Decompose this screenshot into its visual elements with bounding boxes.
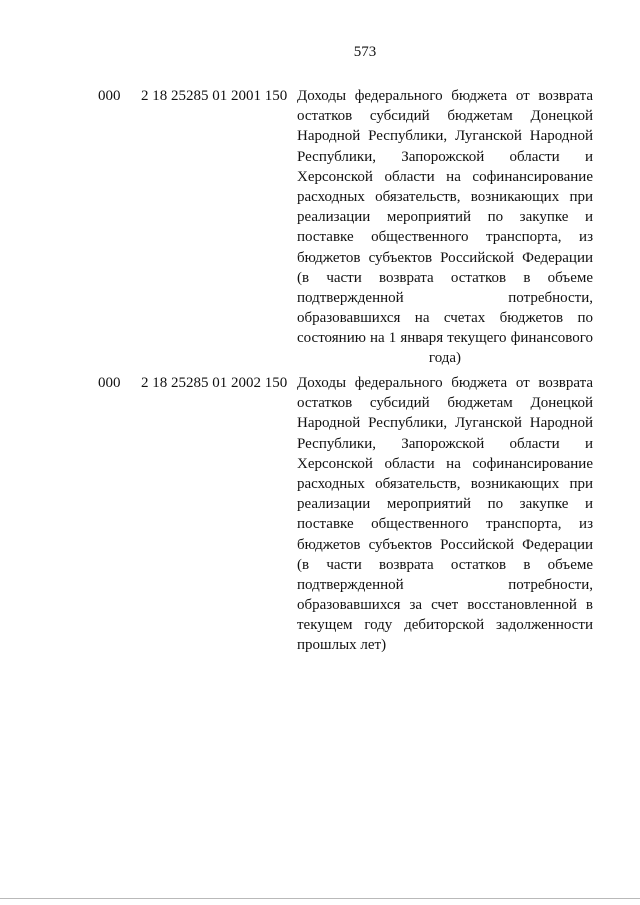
budget-classification-code: 2 18 25285 01 2001 150 — [141, 88, 288, 104]
description-line: бюджетов субъектов Российской Федерации — [297, 249, 593, 266]
description-line: Республики, Запорожской области и — [297, 435, 593, 452]
description-line: прошлых лет) — [297, 637, 387, 654]
description-line: Доходы федерального бюджета от возврата — [297, 375, 593, 391]
description-line: бюджетов субъектов Российской Федерации — [297, 536, 593, 553]
description-line: года) — [428, 350, 462, 367]
description-line: реализации мероприятий по закупке и — [297, 209, 593, 226]
description-line: (в части возврата остатков в объеме — [297, 556, 593, 573]
description-line: Херсонской области на софинансирование — [297, 455, 593, 472]
admin-code: 000 — [98, 375, 121, 391]
description-line: Народной Республики, Луганской Народной — [297, 128, 593, 145]
description-line: текущем году дебиторской задолженности — [297, 617, 593, 634]
description-line: Херсонской области на софинансирование — [297, 168, 593, 185]
page-number: 573 — [353, 44, 377, 60]
entry-description — [297, 373, 593, 656]
description-line: Народной Республики, Луганской Народной — [297, 415, 593, 432]
description-line: подтвержденной потребности, — [297, 576, 593, 593]
description-line: образовавшихся на счетах бюджетов по — [297, 310, 593, 327]
description-line: образовавшихся за счет восстановленной в — [297, 597, 593, 614]
description-line: остатков субсидий бюджетам Донецкой — [297, 395, 593, 412]
description-line: Доходы федерального бюджета от возврата — [297, 88, 593, 104]
description-line: реализации мероприятий по закупке и — [297, 496, 593, 513]
budget-classification-code: 2 18 25285 01 2002 150 — [141, 375, 288, 391]
description-line: расходных обязательств, возникающих при — [297, 475, 593, 492]
description-line: расходных обязательств, возникающих при — [297, 188, 593, 205]
description-line: Республики, Запорожской области и — [297, 148, 593, 165]
description-line: состоянию на 1 января текущего финансового — [297, 330, 593, 347]
description-line: поставке общественного транспорта, из — [297, 516, 593, 533]
page-bottom-divider — [0, 898, 640, 899]
description-line: (в части возврата остатков в объеме — [297, 269, 593, 286]
description-line: остатков субсидий бюджетам Донецкой — [297, 108, 593, 125]
description-line: поставке общественного транспорта, из — [297, 229, 593, 246]
description-line: подтвержденной потребности, — [297, 289, 593, 306]
admin-code: 000 — [98, 88, 121, 104]
entry-description — [297, 86, 593, 369]
